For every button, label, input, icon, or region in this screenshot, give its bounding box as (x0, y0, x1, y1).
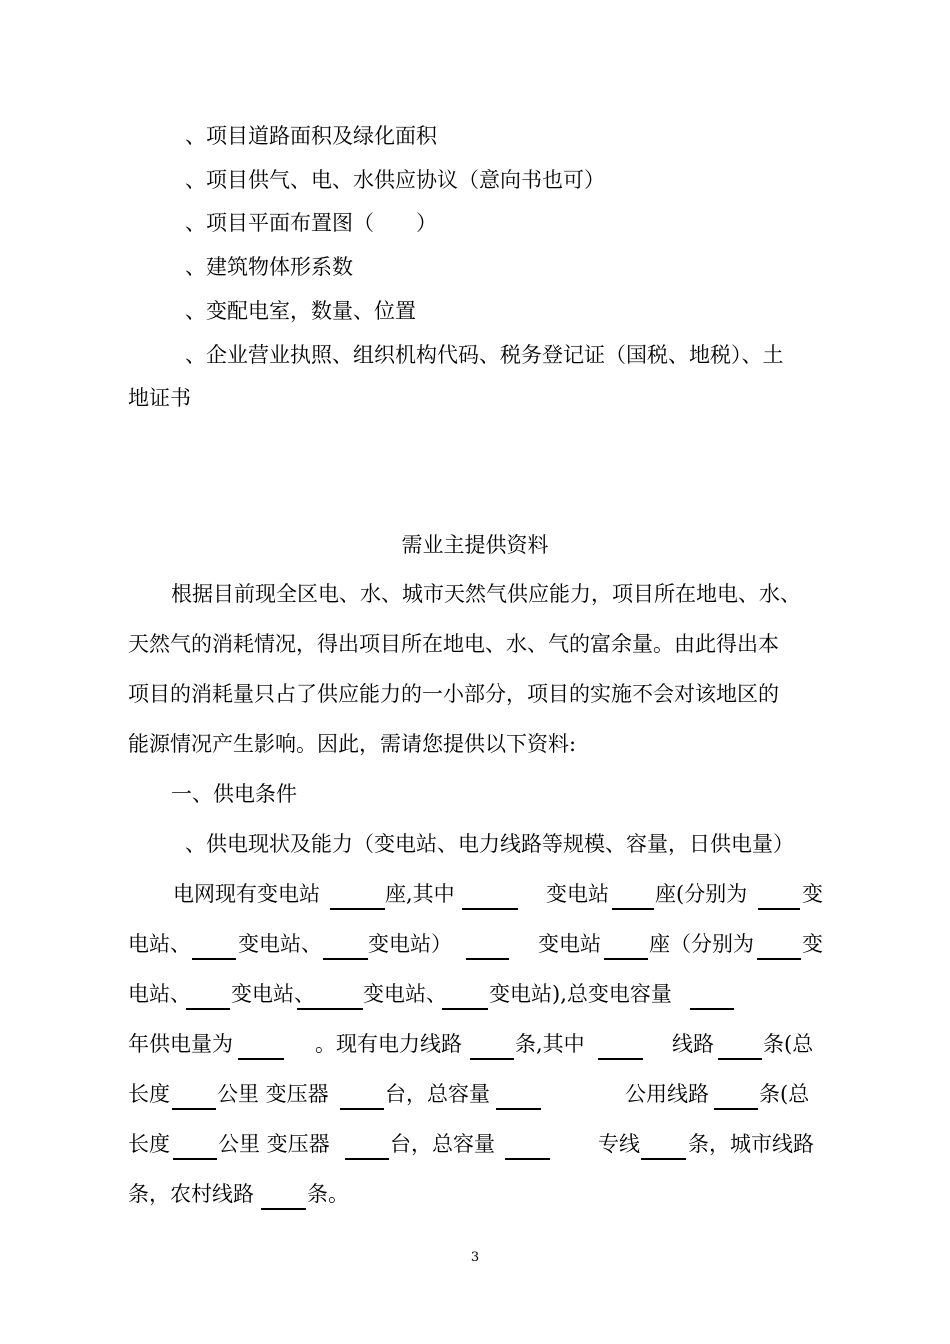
blank-field[interactable] (604, 928, 648, 960)
blank-field[interactable] (757, 928, 801, 960)
blank-field[interactable] (172, 1078, 216, 1110)
list-item-licenses-cont: 地证书 (128, 386, 191, 410)
form-line-6 (0, 1128, 950, 1160)
form-text: 变 (802, 932, 823, 956)
blank-field[interactable] (758, 878, 800, 910)
form-text: 电站、 (128, 982, 191, 1006)
form-text: 条。 (307, 1182, 349, 1206)
form-text: 座,其中 (385, 882, 455, 906)
form-text: 线路 (672, 1032, 714, 1056)
form-line-3 (0, 978, 950, 1010)
intro-line: 能源情况产生影响。因此，需请您提供以下资料: (128, 732, 577, 756)
list-item-site-plan: 、项目平面布置图（ ） (185, 211, 437, 235)
form-text: 变电站、 (363, 982, 447, 1006)
form-text: 专线 (598, 1132, 640, 1156)
form-text: 变电站） (368, 932, 452, 956)
form-text: 变 (802, 882, 823, 906)
intro-line: 天然气的消耗情况，得出项目所在地电、水、气的富余量。由此得出本 (128, 632, 779, 656)
blank-field[interactable] (186, 978, 230, 1010)
list-item-road-area: 、项目道路面积及绿化面积 (185, 124, 437, 148)
form-line-7 (0, 1178, 950, 1210)
form-text: 台，总容量 (385, 1082, 490, 1106)
blank-field[interactable] (505, 1128, 550, 1160)
sub-item-power-status: 、供电现状及能力（变电站、电力线路等规模、容量，日供电量） (185, 832, 794, 856)
form-text: 公里 变压器 (217, 1082, 329, 1106)
form-line-4 (0, 1028, 950, 1060)
form-text: 长度 (128, 1082, 170, 1106)
blank-field[interactable] (641, 1128, 686, 1160)
form-text: 条,其中 (515, 1032, 585, 1056)
list-item-licenses: 、企业营业执照、组织机构代码、税务登记证（国税、地税）、土 (185, 343, 784, 367)
form-text: 条，城市线路 (688, 1132, 814, 1156)
blank-field[interactable] (612, 878, 654, 910)
blank-field[interactable] (466, 928, 509, 960)
form-text: 年供电量为 (128, 1032, 233, 1056)
form-text: 条(总 (763, 1032, 814, 1056)
form-text: 条(总 (759, 1082, 810, 1106)
form-line-2 (0, 928, 950, 960)
form-text: 变电站 (538, 932, 601, 956)
blank-field[interactable] (173, 1128, 217, 1160)
form-text: 变电站 (546, 882, 609, 906)
section-title: 需业主提供资料 (401, 533, 549, 557)
form-text: 公里 变压器 (218, 1132, 330, 1156)
blank-field[interactable] (718, 1028, 762, 1060)
blank-field[interactable] (297, 978, 363, 1010)
blank-field[interactable] (330, 878, 385, 910)
form-text: 电站、 (128, 932, 191, 956)
form-text: 变电站、 (238, 932, 322, 956)
blank-field[interactable] (261, 1178, 306, 1210)
blank-field[interactable] (462, 878, 518, 910)
blank-field[interactable] (496, 1078, 541, 1110)
form-text: 变电站),总变电容量 (489, 982, 672, 1006)
blank-field[interactable] (345, 1128, 389, 1160)
form-text: 长度 (128, 1132, 170, 1156)
heading-power-supply: 一、供电条件 (171, 782, 297, 806)
form-line-5 (0, 1078, 950, 1110)
blank-field[interactable] (340, 1078, 384, 1110)
list-item-shape-coefficient: 、建筑物体形系数 (185, 255, 353, 279)
blank-field[interactable] (690, 978, 734, 1010)
list-item-substation-room: 、变配电室，数量、位置 (185, 299, 416, 323)
form-line-1 (0, 878, 950, 910)
blank-field[interactable] (470, 1028, 514, 1060)
blank-field[interactable] (442, 978, 488, 1010)
form-text: 变电站、 (231, 982, 315, 1006)
form-text: 电网现有变电站 (173, 882, 320, 906)
form-text: 台，总容量 (390, 1132, 495, 1156)
form-text: 。现有电力线路 (315, 1032, 462, 1056)
blank-field[interactable] (238, 1028, 284, 1060)
form-text: 座（分别为 (649, 932, 754, 956)
page-number: 3 (470, 1250, 480, 1265)
blank-field[interactable] (714, 1078, 758, 1110)
form-text: 公用线路 (625, 1082, 709, 1106)
blank-field[interactable] (323, 928, 368, 960)
intro-line: 项目的消耗量只占了供应能力的一小部分，项目的实施不会对该地区的 (128, 682, 779, 706)
form-text: 座(分别为 (655, 882, 748, 906)
form-text: 条，农村线路 (128, 1182, 254, 1206)
intro-line: 根据目前现全区电、水、城市天然气供应能力，项目所在地电、水、 (171, 582, 801, 606)
blank-field[interactable] (192, 928, 236, 960)
blank-field[interactable] (598, 1028, 643, 1060)
list-item-supply-agreement: 、项目供气、电、水供应协议（意向书也可） (185, 168, 605, 192)
